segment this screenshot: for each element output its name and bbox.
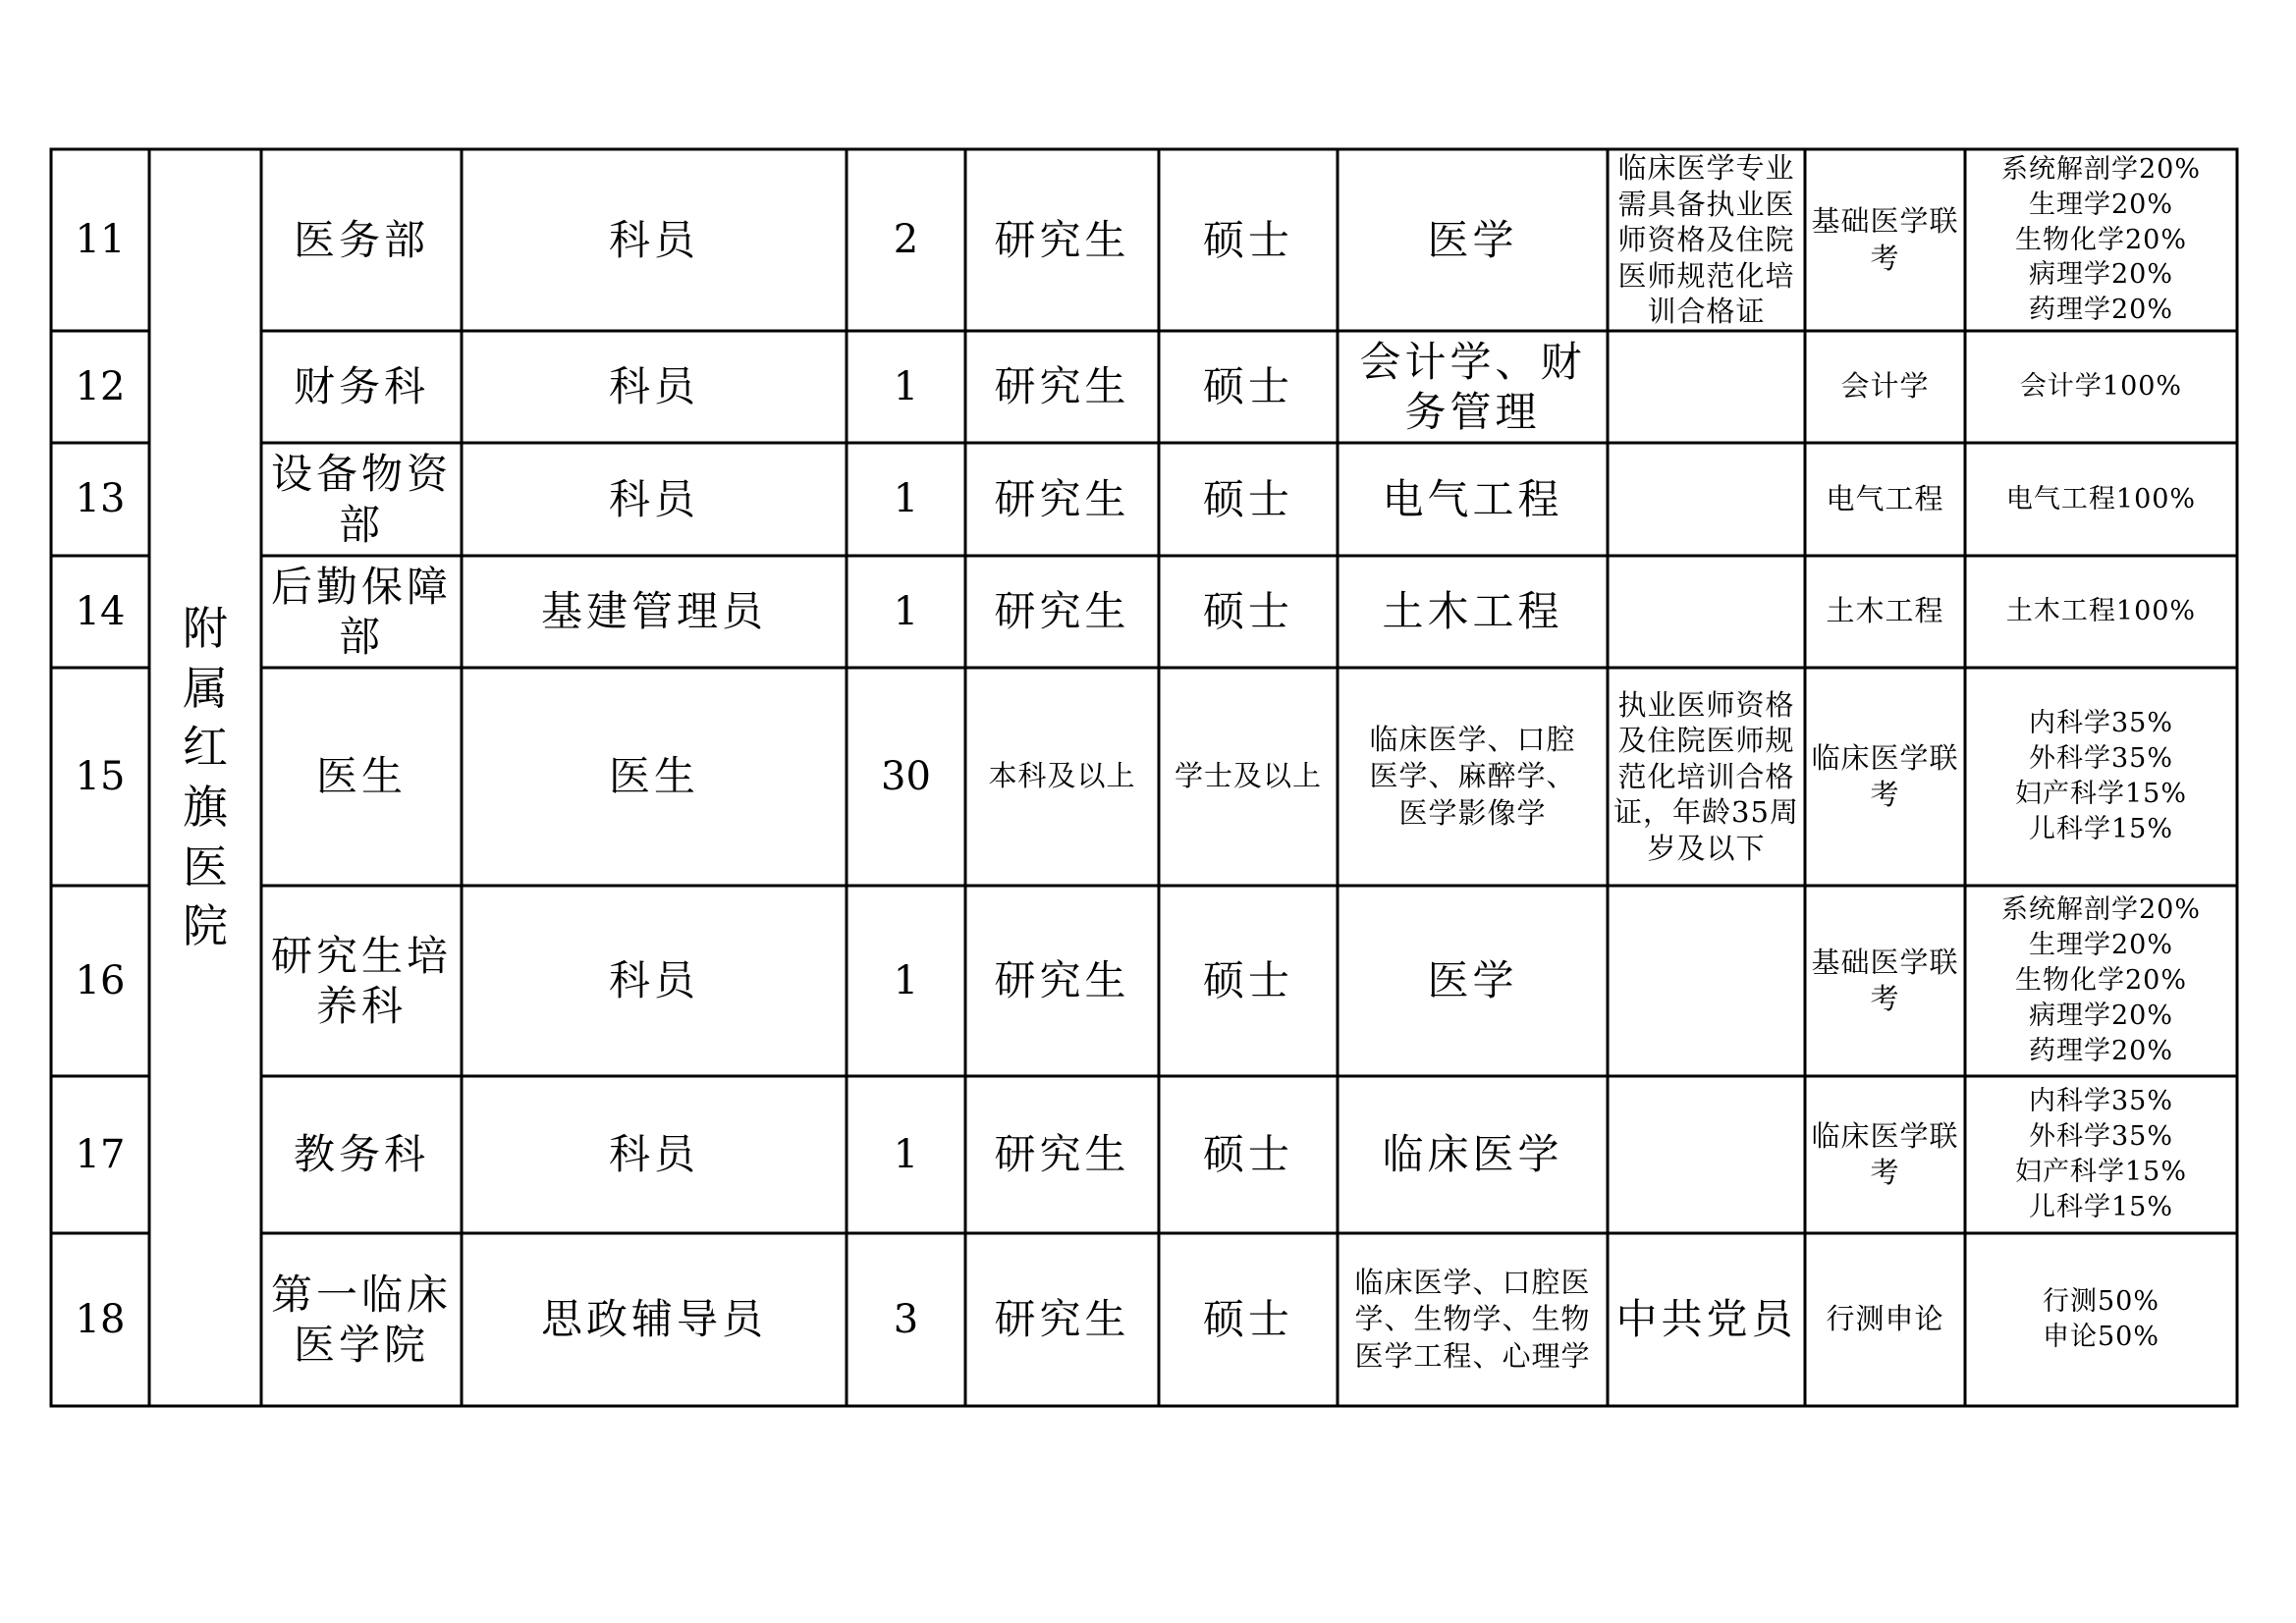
education-cell: 研究生 [994, 215, 1130, 264]
major-cell: 医学 [1427, 215, 1518, 264]
degree-cell: 硕士 [1202, 956, 1293, 1005]
position-cell: 科员 [608, 215, 699, 264]
row-number-cell: 17 [75, 1131, 126, 1177]
major-cell: 会计学、财 务管理 [1359, 337, 1586, 436]
education-cell: 研究生 [994, 474, 1130, 523]
exam-type-cell: 土木工程 [1826, 594, 1944, 628]
department-cell: 后勤保障 部 [270, 562, 452, 661]
count-cell: 30 [881, 753, 931, 799]
exam-subjects-cell: 行测50% 申论50% [2042, 1286, 2159, 1352]
count-cell: 1 [893, 476, 919, 522]
education-cell: 研究生 [994, 362, 1130, 411]
exam-type-cell: 电气工程 [1826, 481, 1944, 515]
position-cell: 医生 [608, 752, 699, 801]
degree-cell: 硕士 [1202, 215, 1293, 264]
other-requirements-cell: 临床医学专业 需具备执业医 师资格及住院 医师规范化培 训合格证 [1617, 151, 1795, 329]
education-cell: 研究生 [994, 1130, 1130, 1179]
exam-type-cell: 临床医学联 考 [1811, 1118, 1959, 1189]
count-cell: 3 [893, 1296, 919, 1342]
position-cell: 基建管理员 [540, 587, 767, 636]
education-cell: 研究生 [994, 1295, 1130, 1344]
major-cell: 临床医学 [1382, 1130, 1563, 1179]
row-number-cell: 14 [75, 588, 126, 634]
degree-cell: 学士及以上 [1174, 759, 1322, 793]
exam-subjects-cell: 内科学35% 外科学35% 妇产科学15% 儿科学15% [2014, 1086, 2187, 1222]
exam-type-cell: 基础医学联 考 [1811, 204, 1959, 275]
row-number-cell: 11 [75, 217, 126, 263]
exam-type-cell: 会计学 [1840, 369, 1930, 404]
major-cell: 电气工程 [1382, 474, 1563, 523]
position-cell: 思政辅导员 [540, 1295, 767, 1344]
count-cell: 1 [893, 1131, 919, 1177]
row-number-cell: 15 [75, 753, 126, 799]
exam-type-cell: 临床医学联 考 [1811, 740, 1959, 811]
position-cell: 科员 [608, 956, 699, 1005]
major-cell: 医学 [1427, 956, 1518, 1005]
major-cell: 临床医学、口腔医 学、生物学、生物 医学工程、心理学 [1354, 1266, 1591, 1373]
exam-subjects-cell: 系统解剖学20% 生理学20% 生物化学20% 病理学20% 药理学20% [2000, 894, 2201, 1066]
department-cell: 设备物资 部 [270, 450, 452, 549]
major-cell: 土木工程 [1382, 587, 1563, 636]
department-cell: 第一临床 医学院 [270, 1270, 452, 1369]
exam-subjects-cell: 内科学35% 外科学35% 妇产科学15% 儿科学15% [2014, 708, 2187, 844]
count-cell: 1 [893, 363, 919, 409]
exam-subjects-cell: 系统解剖学20% 生理学20% 生物化学20% 病理学20% 药理学20% [2000, 153, 2201, 326]
degree-cell: 硕士 [1202, 362, 1293, 411]
department-cell: 医务部 [293, 215, 429, 264]
exam-subjects-cell: 电气工程100% [2005, 483, 2197, 514]
count-cell: 1 [893, 588, 919, 634]
exam-type-cell: 基础医学联 考 [1811, 945, 1959, 1015]
other-requirements-cell [1608, 331, 1805, 443]
other-requirements-cell [1608, 886, 1805, 1076]
other-requirements-cell: 执业医师资格 及住院医师规 范化培训合格 证，年龄35周 岁及以下 [1613, 687, 1799, 865]
degree-cell: 硕士 [1202, 1295, 1293, 1344]
row-number-cell: 16 [75, 957, 126, 1003]
major-cell: 临床医学、口腔 医学、麻醉学、 医学影像学 [1369, 723, 1576, 830]
other-requirements-cell [1608, 443, 1805, 556]
position-cell: 科员 [608, 1130, 699, 1179]
department-cell: 医生 [315, 752, 407, 801]
other-requirements-cell [1608, 1076, 1805, 1233]
row-number-cell: 13 [75, 476, 126, 522]
position-cell: 科员 [608, 362, 699, 411]
row-number-cell: 12 [75, 363, 126, 409]
row-number-cell: 18 [75, 1296, 126, 1342]
education-cell: 本科及以上 [988, 759, 1136, 793]
department-cell: 财务科 [293, 362, 429, 411]
count-cell: 1 [893, 957, 919, 1003]
degree-cell: 硕士 [1202, 474, 1293, 523]
exam-type-cell: 行测申论 [1826, 1302, 1944, 1336]
position-cell: 科员 [608, 474, 699, 523]
exam-subjects-cell: 土木工程100% [2005, 596, 2197, 627]
degree-cell: 硕士 [1202, 1130, 1293, 1179]
degree-cell: 硕士 [1202, 587, 1293, 636]
education-cell: 研究生 [994, 956, 1130, 1005]
education-cell: 研究生 [994, 587, 1130, 636]
exam-subjects-cell: 会计学100% [2019, 371, 2183, 403]
other-requirements-cell [1608, 556, 1805, 668]
unit-label-cell: 附属红旗医院 [183, 601, 228, 953]
department-cell: 研究生培 养科 [270, 931, 452, 1030]
other-requirements-cell: 中共党员 [1615, 1295, 1797, 1344]
department-cell: 教务科 [293, 1130, 429, 1179]
count-cell: 2 [893, 217, 919, 263]
